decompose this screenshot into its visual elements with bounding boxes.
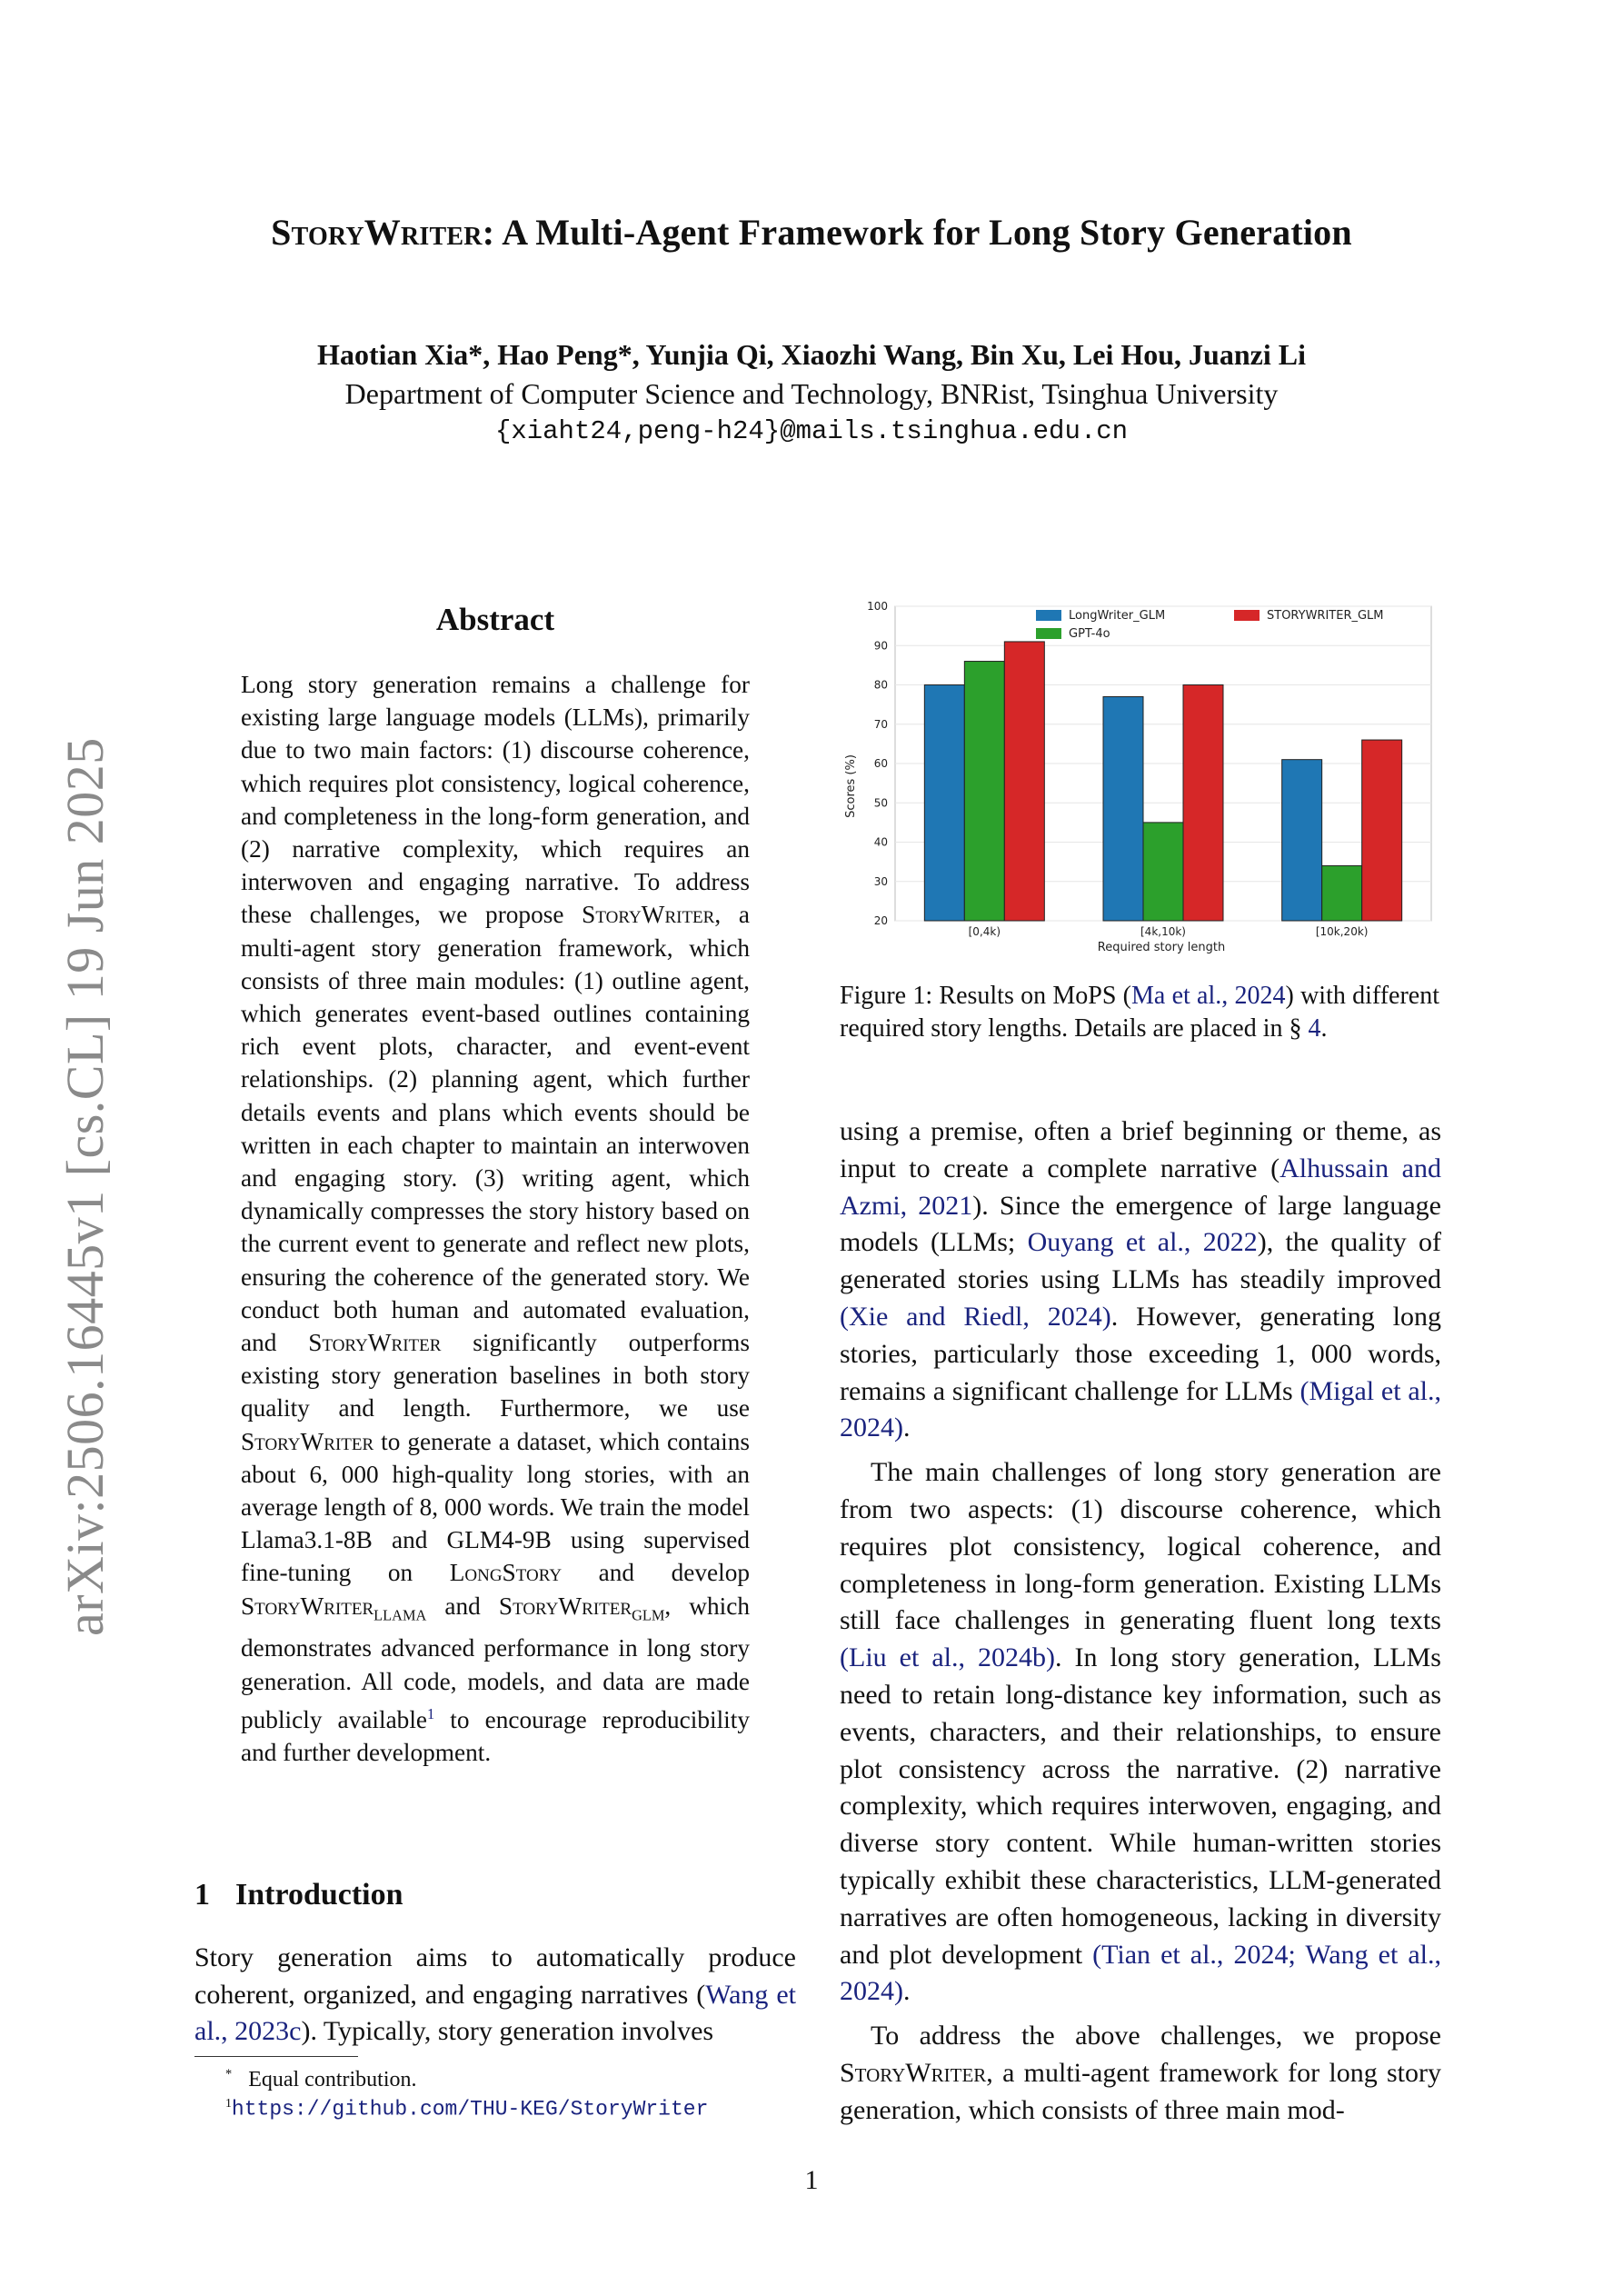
body-text: , a multi-agent framework for long story generation, which consists of three main mod- [840,2057,1441,2125]
section-number: 1 [194,1878,210,1912]
chart-y-ticks [867,600,888,927]
intro-text: ). Typically, story generation involves [301,2016,714,2046]
system-name: StoryWriter [582,901,715,929]
body-text: . [903,1976,911,2007]
legend-label: STORYWRITER_GLM [1267,609,1384,623]
citation-link[interactable]: Ouyang et al., 2022 [1027,1227,1258,1258]
y-tick-label: 100 [867,600,888,613]
footnote-mark: 1 [225,2096,232,2110]
title-rest: : A Multi-Agent Framework for Long Story Generation [482,212,1352,253]
x-tick-label: [10k,20k) [1315,925,1369,938]
footnote-divider [194,2056,358,2057]
body-text: To address the above challenges, we propose [871,2021,1441,2051]
chart-x-ticks [969,925,1369,938]
bar [964,662,1004,921]
llama-subscript: LLAMA [373,1606,427,1624]
chart-y-axis-label: Scores (%) [844,754,858,818]
y-tick-label: 70 [873,717,888,731]
body-text: . However, generating long stories, particularly those exceeding 1, 000 words, remains a significant challenge for LLMs [840,1301,1441,1406]
system-name: StoryWriter [241,1427,374,1455]
paragraph [840,1454,1441,2011]
abstract-text-6: and [444,1592,481,1620]
caption-text: Figure 1: Results on MoPS ( [840,982,1131,1010]
results-bar-chart [836,595,1443,959]
chart-legend [1036,609,1384,641]
section-title: Introduction [235,1878,403,1912]
caption-text: . [1320,1014,1328,1043]
legend-label: LongWriter_GLM [1069,609,1166,623]
bar [1143,823,1183,921]
github-link[interactable]: https://github.com/THU-KEG/StoryWriter [231,2097,709,2121]
caption-text: ) with different required story lengths. Details are placed in § [840,982,1439,1043]
y-tick-label: 20 [873,914,888,927]
body-text: ). Since the emergence of large language models (LLMs; [840,1190,1441,1258]
y-tick-label: 60 [873,757,888,770]
chart-bars [924,642,1401,921]
y-tick-label: 50 [873,796,888,810]
legend-label: GPT-4o [1069,627,1110,641]
citation-link[interactable]: Ma et al., 2024 [1130,982,1286,1010]
section-heading-introduction [194,1878,403,1912]
citation-link[interactable]: (Xie and Riedl, 2024) [840,1301,1111,1332]
body-text: . In long story generation, LLMs need to retain long-distance key information, such as events, characters, and their relationships, to ensure plot consistency across the narrative. (2) narrative complexity, which requires interwoven, engaging, and diverse story content. While human-written stories typically exhibit these characteristics, LLM-generated narratives are often homogeneous, lacking in diversity and plot development [840,1642,1441,1970]
abstract-text-7: , which demonstrates advanced performance in long story generation. All code, models, and data are made publicly available [241,1592,751,1733]
legend-swatch [1036,628,1061,639]
intro-paragraph [194,1940,796,2051]
abstract-text-8: to encourage reproducibility and further development. [241,1705,750,1767]
footnote-text: Equal contribution. [248,2068,417,2091]
footnote-equal-contribution [225,2067,417,2092]
chart-x-axis-label: Required story length [1097,941,1226,954]
bar [1103,696,1143,921]
abstract-text-2: , a multi-agent story generation framework, which consists of three main modules: (1) outline agent, which generates event-based outlines containing rich event plots, character, and event-event relationships. (2) planning agent, which further details events and plans which events should be written in each chapter to maintain an interwoven and engaging story. (3) writing agent, which dynamically compresses the story history based on the current event to generate and reflect new plots, ensuring the coherence of the generated story. We conduct both human and automated evaluation, and [241,901,750,1357]
legend-swatch [1036,610,1061,621]
citation-link[interactable]: (Tian et al., 2024; Wang et al., 2024) [840,1939,1441,2007]
intro-text: Story generation aims to automatically produce coherent, organized, and engaging narratives ( [194,1942,796,2010]
bar [1362,740,1402,921]
system-name: StoryWriter [241,1592,374,1620]
abstract-text-4: to generate a dataset, which contains about 6, 000 high-quality long stories, with an average length of 8, 000 words. We train the model Llama3.1-8B and GLM4-9B using supervised fine-tuning on [241,1427,750,1587]
bar [1282,760,1322,921]
x-tick-label: [4k,10k) [1140,925,1186,938]
paragraph [840,1113,1441,1447]
affiliation: Department of Computer Science and Technology, BNRist, Tsinghua University [344,377,1279,410]
paper-title [0,211,1623,254]
body-text: The main challenges of long story generation are from two aspects: (1) discourse coherence, which requires plot consistency, logical coherence, and completeness in long-form generation. Existing LLMs still face challenges in generating fluent long texts [840,1457,1441,1636]
footnote-mark: * [225,2067,233,2081]
abstract-text-3: significantly outperforms existing story generation baselines in both story quality and length. Furthermore, we use [241,1329,750,1423]
system-name: StoryWriter [840,2057,987,2088]
body-text: using a premise, often a brief beginning or theme, as input to create a complete narrative ( [840,1116,1441,1183]
author-email: {xiaht24,peng-h24}@mails.tsinghua.edu.cn [494,416,1129,446]
y-tick-label: 80 [873,678,888,692]
title-system-name: StoryWriter [271,212,483,253]
system-name: StoryWriter [498,1592,632,1620]
y-tick-label: 30 [873,874,888,888]
citation-link[interactable]: (Liu et al., 2024b) [840,1642,1055,1673]
arxiv-stamp: arXiv:2506.16445v1 [cs.CL] 19 Jun 2025 [55,737,115,1636]
y-tick-label: 40 [873,835,888,849]
abstract-body [241,668,750,1769]
author-list: Haotian Xia*, Hao Peng*, Yunjia Qi, Xiaozhi Wang, Bin Xu, Lei Hou, Juanzi Li [317,338,1306,371]
right-column-body [840,1113,1441,2130]
bar [924,685,964,922]
bar [1322,865,1362,921]
bar [1004,642,1044,921]
citation-link[interactable]: Wang et al., 2023c [194,1979,796,2046]
abstract-heading: Abstract [435,602,555,637]
bar [1183,685,1223,922]
figure-caption [840,980,1439,1045]
citation-link[interactable]: (Migal et al., 2024) [840,1375,1441,1443]
y-tick-label: 90 [873,639,888,653]
body-text: . [903,1413,911,1443]
dataset-name: LongStory [449,1559,563,1587]
footnote-ref[interactable]: 1 [427,1704,435,1722]
paragraph [840,2018,1441,2129]
abstract-text-5: and develop [598,1559,750,1587]
glm-subscript: GLM [632,1606,665,1624]
x-tick-label: [0,4k) [968,925,1001,938]
system-name: StoryWriter [308,1329,442,1357]
footnote-url [225,2096,708,2121]
legend-swatch [1234,610,1260,621]
body-text: ), the quality of generated stories using LLMs has steadily improved [840,1227,1442,1295]
page-number: 1 [804,2165,819,2195]
abstract-text-1: Long story generation remains a challenge for existing large language models (LLMs), primarily due to two main factors: (1) discourse coherence, which requires plot consistency, logical coherence, and completeness in the long-form generation, and (2) narrative complexity, which requires an interwoven and engaging narrative. To address these challenges, we propose [241,671,750,929]
citation-link[interactable]: Alhussain and Azmi, 2021 [840,1153,1441,1221]
section-ref-link[interactable]: 4 [1308,1014,1321,1043]
